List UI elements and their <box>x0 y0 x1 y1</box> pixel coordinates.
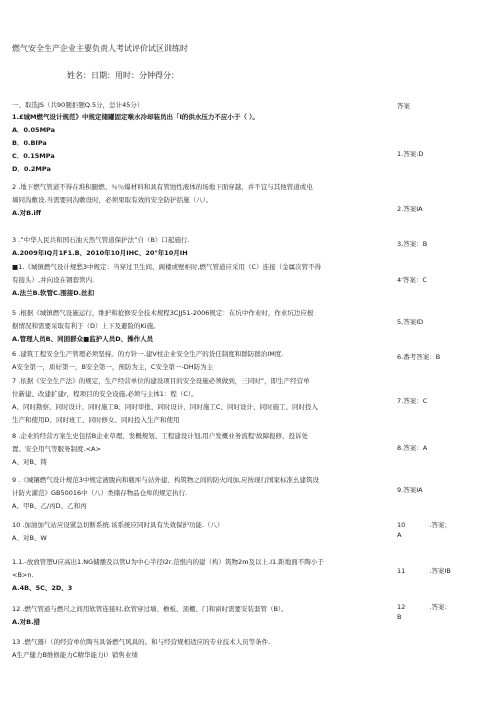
options: A、同时勘察、同时设计、同时施工B、同时审批、同时设计、同时施工C、同时设计、同时施工、同时投入 <box>12 403 318 411</box>
question-stem: 3 .”中华人民共和国石油天然气管道保护法”自（B）口起施行. <box>12 236 190 244</box>
question-stem-cont: <B>n. <box>12 571 34 579</box>
question-11 <box>12 556 390 595</box>
question-1 <box>12 111 390 176</box>
question-9 <box>12 474 390 513</box>
question-stem: 2 .地下燃气管道不得在堆积腿燃、％％爆材料和具有管蚀性液体的场地下面穿越，并不宜与其他管道或电 <box>12 183 313 191</box>
answer-5: 5,答案ID <box>397 318 424 326</box>
answer-1: 1.答案:D <box>397 150 424 158</box>
question-stem-cont: 据情况和需要采取有利于（D）上下及避险的Ki施。 <box>12 322 160 330</box>
options: A.4B、5C、2D、3 <box>12 584 73 592</box>
answer-8: 8.答案：A <box>397 444 428 452</box>
question-7 <box>12 375 390 427</box>
answer-12 <box>397 602 492 622</box>
question-8 <box>12 430 390 469</box>
question-stem-cont: 计防火濯范》GB50016中（八）类储存物品仓库的规定执行. <box>12 489 188 497</box>
options-cont: 生产和使用D、同时班工、同时修女、同时投入生产和使用 <box>12 416 180 424</box>
question-stem-cont: 墙同沟敷设.当需要同沟敷设时，必须果取有效的安全防护括施（八）。 <box>12 196 213 204</box>
section-heading: 一、取选JS（共90题拒题Q.5分，总计45分） <box>12 101 144 109</box>
answer-number: 10 <box>397 521 406 529</box>
options: A安全第一，质好第一，B安全第一，预防为主，C安全第一-DH防为主 <box>12 363 214 371</box>
answer-label: .答案： <box>429 603 451 611</box>
answer-label: .答案IB <box>429 567 451 575</box>
options: A.对B.iff <box>12 209 42 217</box>
options: A生产健力B维修能力C精华能力I）销售业绩 <box>12 651 138 659</box>
options: A、对B、铸 <box>12 458 47 466</box>
question-stem: 10 .加油加气站应设紧急切断系统.该系统应同时具有失效保护功能.（八） <box>12 521 224 529</box>
options: A.对B.措 <box>12 618 41 626</box>
question-stem: 7 .依据《安全生产法》的规定，生产经营单位的建设项目的安全设施必须做到，三同时”，即生产经营单 <box>12 377 310 385</box>
answer-7: 7.答案：C <box>397 397 428 405</box>
options: A、甲B、乙/丙D、乙和丙 <box>12 502 87 510</box>
answer-value: A <box>397 531 402 539</box>
question-stem: 13 .燃气器）（的经营单位陶当具备燃气风具的。和与经营规相适应的专业技术人员等条件. <box>12 638 271 646</box>
question-stem-cont: 位新建、改建扩建r，程项目的安全设施,必须与主体1：程（C）。 <box>12 390 198 398</box>
question-stem-cont: 置、安全用气等服务制度.<A> <box>12 445 101 453</box>
question-5 <box>12 307 390 346</box>
answer-6: 6.番考答案：B <box>397 353 441 361</box>
question-stem: 12 .燃气管道与燃尺之间用软管连接时,软管穿过墙、檐板、顶棚、门和窗时需要安装套管（B）。 <box>12 605 288 613</box>
options: A.管理人员B、同困群众■监护人员D、操作人员 <box>12 335 154 343</box>
answer-11 <box>397 566 492 576</box>
question-stem: 1.1.-放放管塑U应高出1.NG储播及以管U为中心半径I2r.范恨内的建（构）筑物2m及以上.I1.距地面不陶小于 <box>12 558 324 566</box>
answer-column-heading: 答案 <box>397 102 410 110</box>
question-3 <box>12 234 390 260</box>
question-stem: 9 .《城镶燃气设计规范3中规定液腹向和瓶库与站外建、构筑物之间的防火间加,应按现行国家标准幺建筑设 <box>12 476 319 484</box>
question-4 <box>12 261 390 300</box>
answer-10 <box>397 520 492 540</box>
option-d: D．0.2MPa <box>12 165 51 173</box>
option-a: A．0.05MPa <box>12 126 56 134</box>
candidate-info-line: 姓名：日期：用时：分钟得分： <box>67 71 179 80</box>
question-stem: 5 .根据《城镇燃气设施运行、维护和抢修安全技术规程3CJJ51-2006规定：在坑中作业时，作业坑边应根 <box>12 309 314 317</box>
answer-number: 11 <box>397 567 406 575</box>
option-b: B．0.BIPa <box>12 139 47 147</box>
answer-3: 3,答案：B <box>397 240 428 248</box>
question-stem: 1.£城M燃气设计规范》中规定储罐固定喉水冷却装员出「I的供水压力不应小于（ ）。 <box>12 113 259 121</box>
answer-number: 12 <box>397 603 406 611</box>
question-stem: 6 .建筑工程安全生产管理必须坚持。的方针一.建V柱企业安全生产的货任制度和群防群治IM度. <box>12 350 284 358</box>
question-stem: 8 .企业的经营方案生史包括B企业草理、发概规划、工程建设计划,用户发概业务流程'故障报修、投诉处 <box>12 432 309 440</box>
question-10 <box>12 519 390 545</box>
answer-9: 9.答案IA <box>397 486 423 494</box>
question-2 <box>12 181 390 220</box>
question-6 <box>12 348 390 374</box>
option-c: C．0.15MPa <box>12 152 55 160</box>
question-stem: ■1.《城镇燃气设计规愁3中规定：当穿过卫生间、阁楼或壁柜时,燃气管道应采用（C）连接（金属次管不得 <box>12 263 322 271</box>
answer-label: .答案； <box>429 521 451 529</box>
document-title: 燃气安全生产企业主要负责人考试评价试区训练时 <box>12 44 188 53</box>
answer-2: 2.答案IA <box>397 205 423 213</box>
question-12 <box>12 603 390 629</box>
options: A.2009年IQ月1F1.B、2010年10月IHC、20"年10月IH <box>12 249 188 257</box>
question-stem-cont: 有接头）,并向设在钢套管内. <box>12 276 95 284</box>
answer-value: B <box>397 613 402 621</box>
question-13 <box>12 636 390 662</box>
options: A.法兰B.软管C.围接D.丝扣 <box>12 289 95 297</box>
options: A、对B、W <box>12 534 47 542</box>
answer-4: 4'答案：C <box>397 276 427 284</box>
